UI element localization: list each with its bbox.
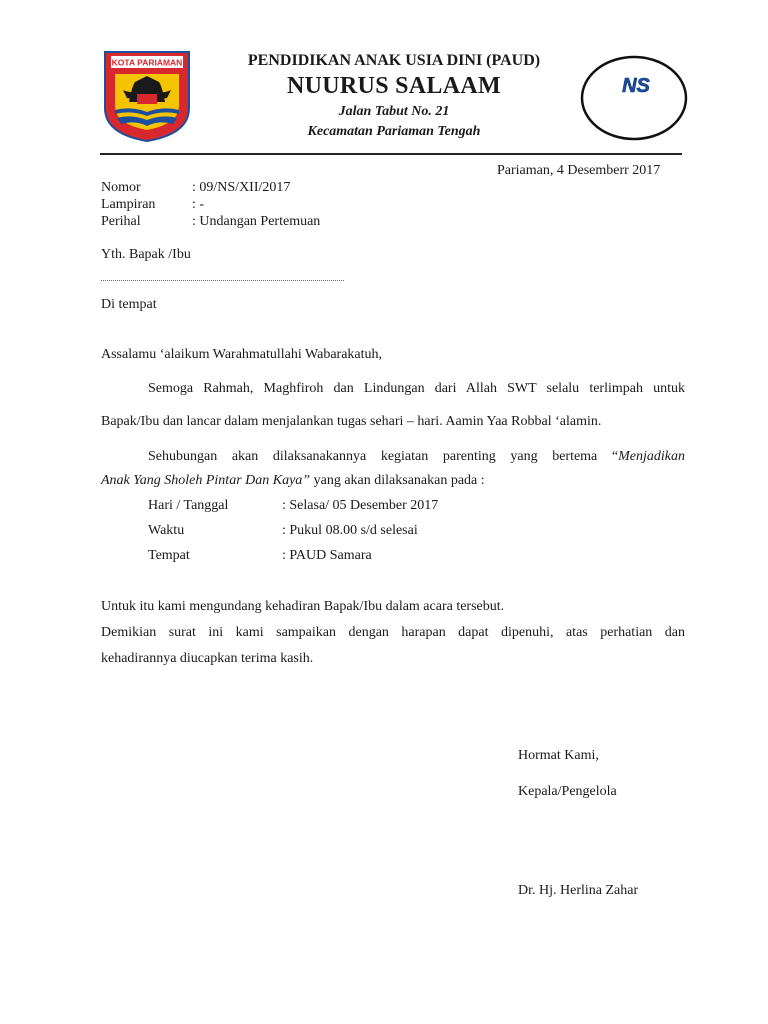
meta-value-lampiran: : - <box>192 197 205 212</box>
detail-label-date: Hari / Tanggal <box>148 498 229 513</box>
meta-value-nomor: : 09/NS/XII/2017 <box>192 180 291 195</box>
signature-position: Kepala/Pengelola <box>518 784 617 799</box>
paragraph2-text: Sehubungan akan dilaksanakannya kegiatan parenting yang bertema “ <box>148 449 619 464</box>
recipient-salutation: Yth. Bapak /Ibu <box>101 247 191 262</box>
letterhead-divider <box>100 153 682 155</box>
meta-label-nomor: Nomor <box>101 180 141 195</box>
detail-label-place: Tempat <box>148 548 190 563</box>
detail-value-date: : Selasa/ 05 Desember 2017 <box>282 498 439 513</box>
closing-line1: Untuk itu kami mengundang kehadiran Bapak/Ibu dalam acara tersebut. <box>101 599 505 614</box>
paragraph2-line1 <box>148 449 685 465</box>
stamp-text: NS <box>622 75 650 97</box>
signature-regards: Hormat Kami, <box>518 748 599 763</box>
closing-line2: Demikian surat ini kami sampaikan dengan harapan dapat dipenuhi, atas perhatian dan <box>101 625 685 640</box>
letterhead-institution-name: NUURUS SALAAM <box>287 73 501 99</box>
letterhead-district: Kecamatan Pariaman Tengah <box>307 124 481 139</box>
letterhead-institution-type: PENDIDIKAN ANAK USIA DINI (PAUD) <box>247 52 541 69</box>
greeting: Assalamu ‘alaikum Warahmatullahi Wabarakatuh, <box>101 347 383 362</box>
kota-pariaman-logo <box>101 50 193 143</box>
meta-value-perihal: : Undangan Pertemuan <box>192 214 321 229</box>
letter-date: Pariaman, 4 Desemberr 2017 <box>497 163 661 178</box>
logo-text: KOTA PARIAMAN <box>111 57 183 68</box>
ns-stamp <box>580 54 688 142</box>
meta-label-perihal: Perihal <box>101 214 141 229</box>
paragraph2-line2 <box>101 473 485 489</box>
paragraph1-line1: Semoga Rahmah, Maghfiroh dan Lindungan dari Allah SWT selalu terlimpah untuk <box>148 381 685 396</box>
closing-line3: kehadirannya diucapkan terima kasih. <box>101 651 314 666</box>
paragraph1-line2: Bapak/Ibu dan lancar dalam menjalankan tugas sehari – hari. Aamin Yaa Robbal ‘alamin. <box>101 414 602 429</box>
recipient-place: Di tempat <box>101 297 157 312</box>
detail-value-time: : Pukul 08.00 s/d selesai <box>282 523 418 538</box>
detail-value-place: : PAUD Samara <box>282 548 372 563</box>
detail-label-time: Waktu <box>148 523 185 538</box>
recipient-dotted-line <box>101 280 344 281</box>
signature-name: Dr. Hj. Herlina Zahar <box>518 883 639 898</box>
paragraph2-text-end: yang akan dilaksanakan pada : <box>310 473 485 488</box>
letterhead-address: Jalan Tabut No. 21 <box>338 104 450 119</box>
theme-title-start: Menjadikan <box>618 449 685 464</box>
theme-title-end: Anak Yang Sholeh Pintar Dan Kaya” <box>101 473 311 488</box>
meta-label-lampiran: Lampiran <box>101 197 156 212</box>
